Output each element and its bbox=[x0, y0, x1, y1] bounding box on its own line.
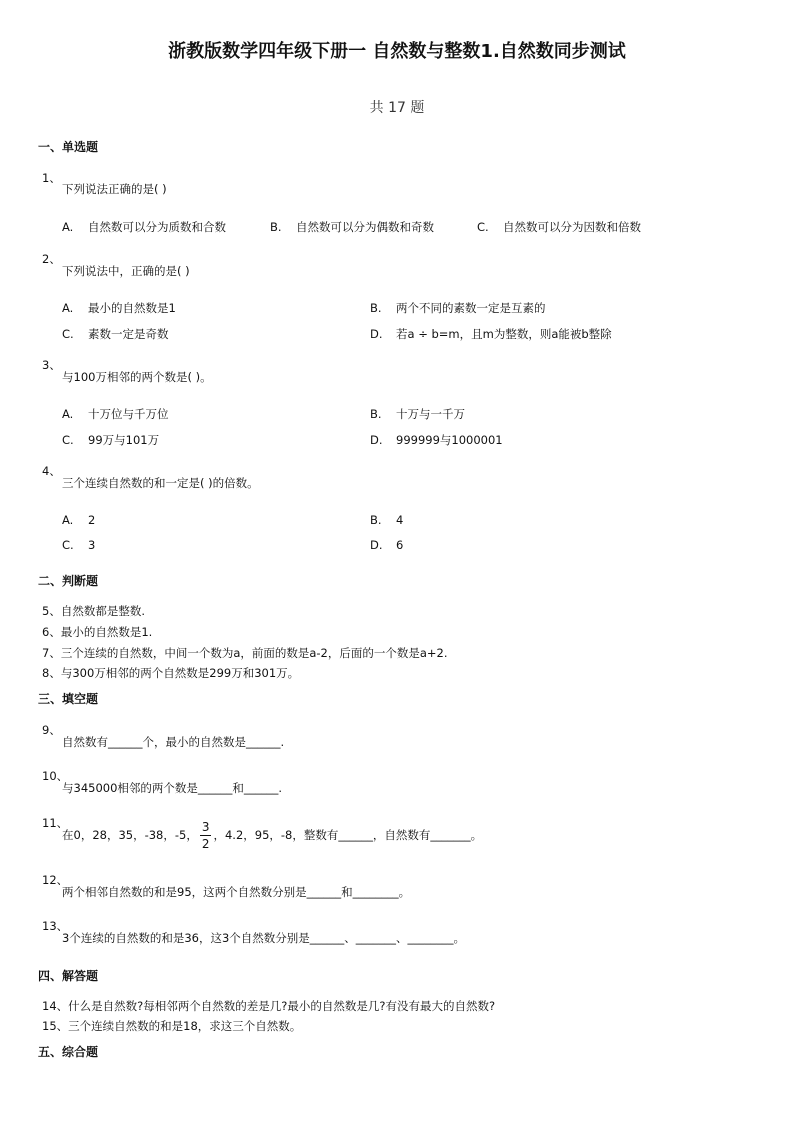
option-text: 自然数可以分为质数和合数 bbox=[88, 220, 226, 234]
question-text: 两个相邻自然数的和是95，这两个自然数分别是______和________。 bbox=[62, 885, 411, 899]
judge-question: 7、三个连续的自然数，中间一个数为a，前面的数是a-2，后面的一个数是a+2. bbox=[42, 646, 448, 660]
option-c bbox=[477, 219, 641, 235]
section-heading-fill-blank: 三、填空题 bbox=[38, 692, 99, 706]
question-number: 11、 bbox=[42, 816, 69, 830]
question-text: 与100万相邻的两个数是( )。 bbox=[62, 370, 212, 384]
fraction bbox=[200, 821, 212, 850]
option-text: 6 bbox=[396, 538, 404, 552]
judge-question: 6、最小的自然数是1. bbox=[42, 625, 153, 639]
question-number: 4、 bbox=[42, 464, 61, 478]
question-text: 3个连续的自然数的和是36，这3个自然数分别是______、_______、________。 bbox=[62, 931, 466, 945]
question-number: 12、 bbox=[42, 873, 69, 887]
question-text: 下列说法中，正确的是( ) bbox=[62, 264, 190, 278]
option-c bbox=[62, 326, 169, 342]
option-b bbox=[270, 219, 434, 235]
option-a bbox=[62, 406, 169, 422]
option-letter: D. bbox=[370, 538, 383, 552]
option-d bbox=[370, 326, 612, 342]
option-letter: A. bbox=[62, 513, 74, 527]
question-text-before: 在0，28，35，-38，-5， bbox=[62, 828, 198, 842]
option-text: 最小的自然数是1 bbox=[88, 301, 176, 315]
option-b bbox=[370, 513, 403, 527]
option-text: 十万位与千万位 bbox=[88, 407, 169, 421]
option-text: 99万与101万 bbox=[88, 433, 160, 447]
question-text: 下列说法正确的是( ) bbox=[62, 182, 167, 196]
section-heading-answer: 四、解答题 bbox=[38, 969, 99, 983]
question-text: 三个连续自然数的和一定是( )的倍数。 bbox=[62, 476, 259, 490]
option-text: 4 bbox=[396, 513, 404, 527]
option-letter: C. bbox=[62, 327, 74, 341]
option-text: 自然数可以分为偶数和奇数 bbox=[296, 220, 434, 234]
option-letter: D. bbox=[370, 327, 383, 341]
section-heading-single-choice: 一、单选题 bbox=[38, 140, 99, 154]
judge-question: 5、自然数都是整数. bbox=[42, 604, 145, 618]
option-letter: D. bbox=[370, 433, 383, 447]
page-title: 浙教版数学四年级下册一 自然数与整数1.自然数同步测试 bbox=[168, 41, 626, 62]
question-number: 9、 bbox=[42, 723, 61, 737]
option-text: 999999与1000001 bbox=[396, 433, 503, 447]
option-text: 素数一定是奇数 bbox=[88, 327, 169, 341]
option-c bbox=[62, 432, 159, 448]
option-letter: C. bbox=[62, 433, 74, 447]
option-text: 两个不同的素数一定是互素的 bbox=[396, 301, 546, 315]
question-text: 与345000相邻的两个数是______和______. bbox=[62, 781, 283, 795]
option-text: 十万与一千万 bbox=[396, 407, 465, 421]
question-text: 自然数有______个，最小的自然数是______. bbox=[62, 735, 285, 749]
option-a bbox=[62, 300, 176, 316]
option-letter: B. bbox=[370, 513, 382, 527]
option-d bbox=[370, 432, 503, 448]
option-letter: A. bbox=[62, 220, 74, 234]
option-letter: A. bbox=[62, 407, 74, 421]
option-d bbox=[370, 538, 403, 552]
option-letter: B. bbox=[270, 220, 282, 234]
option-text: 3 bbox=[88, 538, 96, 552]
question-number: 13、 bbox=[42, 919, 69, 933]
section-heading-comprehensive: 五、综合题 bbox=[38, 1045, 99, 1059]
question-number: 3、 bbox=[42, 358, 61, 372]
question-text bbox=[62, 821, 482, 850]
answer-question: 14、什么是自然数?每相邻两个自然数的差是几?最小的自然数是几?有没有最大的自然数? bbox=[42, 999, 496, 1013]
option-letter: C. bbox=[62, 538, 74, 552]
option-letter: C. bbox=[477, 220, 489, 234]
question-count: 共 17 题 bbox=[369, 100, 425, 116]
option-c bbox=[62, 538, 95, 552]
question-text-after: ，4.2，95，-8，整数有______，自然数有_______。 bbox=[213, 828, 483, 842]
question-number: 2、 bbox=[42, 252, 61, 266]
option-letter: B. bbox=[370, 407, 382, 421]
judge-question: 8、与300万相邻的两个自然数是299万和301万。 bbox=[42, 666, 300, 680]
option-text: 若a ÷ b=m，且m为整数，则a能被b整除 bbox=[396, 327, 612, 341]
option-a bbox=[62, 513, 95, 527]
option-letter: B. bbox=[370, 301, 382, 315]
option-text: 2 bbox=[88, 513, 96, 527]
fraction-numerator: 3 bbox=[201, 820, 210, 834]
section-heading-true-false: 二、判断题 bbox=[38, 574, 99, 588]
answer-question: 15、三个连续自然数的和是18，求这三个自然数。 bbox=[42, 1019, 302, 1033]
option-b bbox=[370, 300, 546, 316]
option-a bbox=[62, 219, 226, 235]
option-text: 自然数可以分为因数和倍数 bbox=[503, 220, 641, 234]
option-b bbox=[370, 406, 465, 422]
fraction-denominator: 2 bbox=[201, 837, 210, 851]
question-number: 1、 bbox=[42, 171, 61, 185]
option-letter: A. bbox=[62, 301, 74, 315]
question-number: 10、 bbox=[42, 769, 69, 783]
